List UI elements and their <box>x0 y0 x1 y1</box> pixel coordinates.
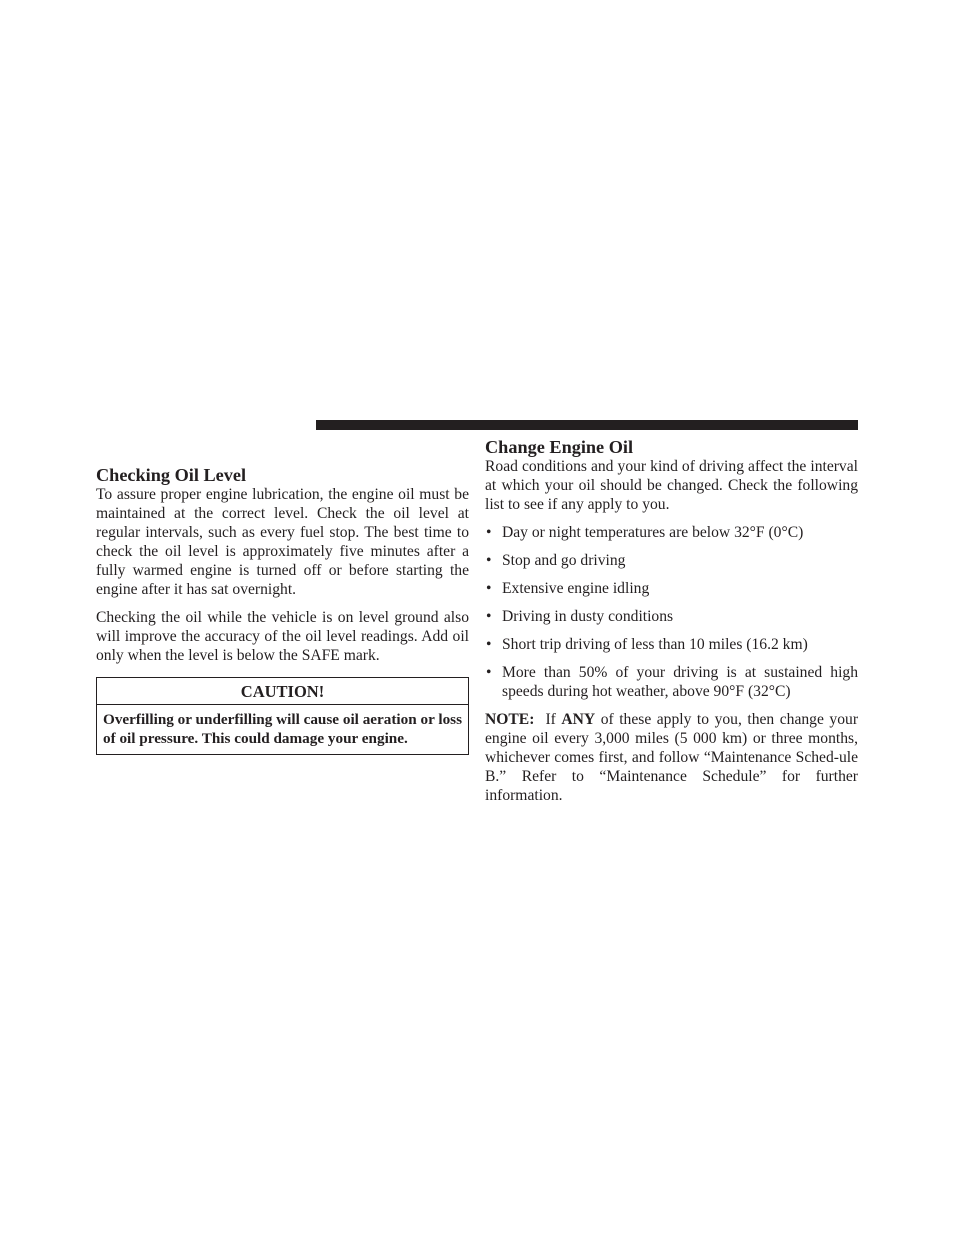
note-paragraph: NOTE: If ANY of these apply to you, then change your engine oil every 3,000 miles (5 000 km) or three months, whichever comes first, and follow “Maintenance Sched-ule B.” Refer to “Maintenance Schedule” for further information. <box>485 711 859 804</box>
caution-box <box>96 677 469 755</box>
list-item: • Driving in dusty conditions <box>486 608 674 625</box>
note-emphasis: ANY <box>561 711 596 728</box>
list-item: • Extensive engine idling <box>486 580 650 597</box>
checking-oil-paragraph-1: To assure proper engine lubrication, the engine oil must be maintained at the correct level. Check the oil level at regular intervals, such as every fuel stop. The best time to check the oil level is approximately five minutes after a fully warmed engine is turned off or before starting the engine after it has sat overnight. <box>96 486 469 598</box>
caution-body: Overfilling or underfilling will cause oil aeration or loss of oil pressure. This could damage your engine. <box>103 711 462 747</box>
bullet-icon: • <box>486 552 492 569</box>
list-item: • Short trip driving of less than 10 miles (16.2 km) <box>486 636 808 653</box>
driving-conditions-list <box>485 523 858 701</box>
change-engine-oil-heading: Change Engine Oil <box>485 437 634 457</box>
caution-title: CAUTION! <box>97 678 468 705</box>
section-divider-bar <box>316 420 858 430</box>
change-oil-intro: Road conditions and your kind of driving affect the interval at which your oil should be changed. Check the following list to see if any apply to you. <box>485 458 858 513</box>
note-text: of these apply to you, then change your engine oil every 3,000 miles (5 000 km) or three months, whichever comes first, and follow “Maintenance Sched-ule B.” Refer to “Maintenance Schedule” for further information. <box>485 711 859 804</box>
bullet-icon: • <box>486 608 492 625</box>
note-label: NOTE: <box>485 711 535 728</box>
left-column <box>96 466 469 755</box>
bullet-icon: • <box>486 636 492 653</box>
list-item: • Stop and go driving <box>486 552 626 569</box>
bullet-icon: • <box>486 524 492 541</box>
bullet-icon: • <box>486 664 492 681</box>
checking-oil-paragraph-2: Checking the oil while the vehicle is on level ground also will improve the accuracy of the oil level readings. Add oil only when the level is below the SAFE mark. <box>96 609 469 664</box>
right-column <box>485 438 858 805</box>
list-item: • More than 50% of your driving is at sustained high speeds during hot weather, above 90°F (32°C) <box>486 664 858 700</box>
checking-oil-level-heading: Checking Oil Level <box>96 465 247 485</box>
list-item: • Day or night temperatures are below 32°F (0°C) <box>486 524 804 541</box>
bullet-icon: • <box>486 580 492 597</box>
